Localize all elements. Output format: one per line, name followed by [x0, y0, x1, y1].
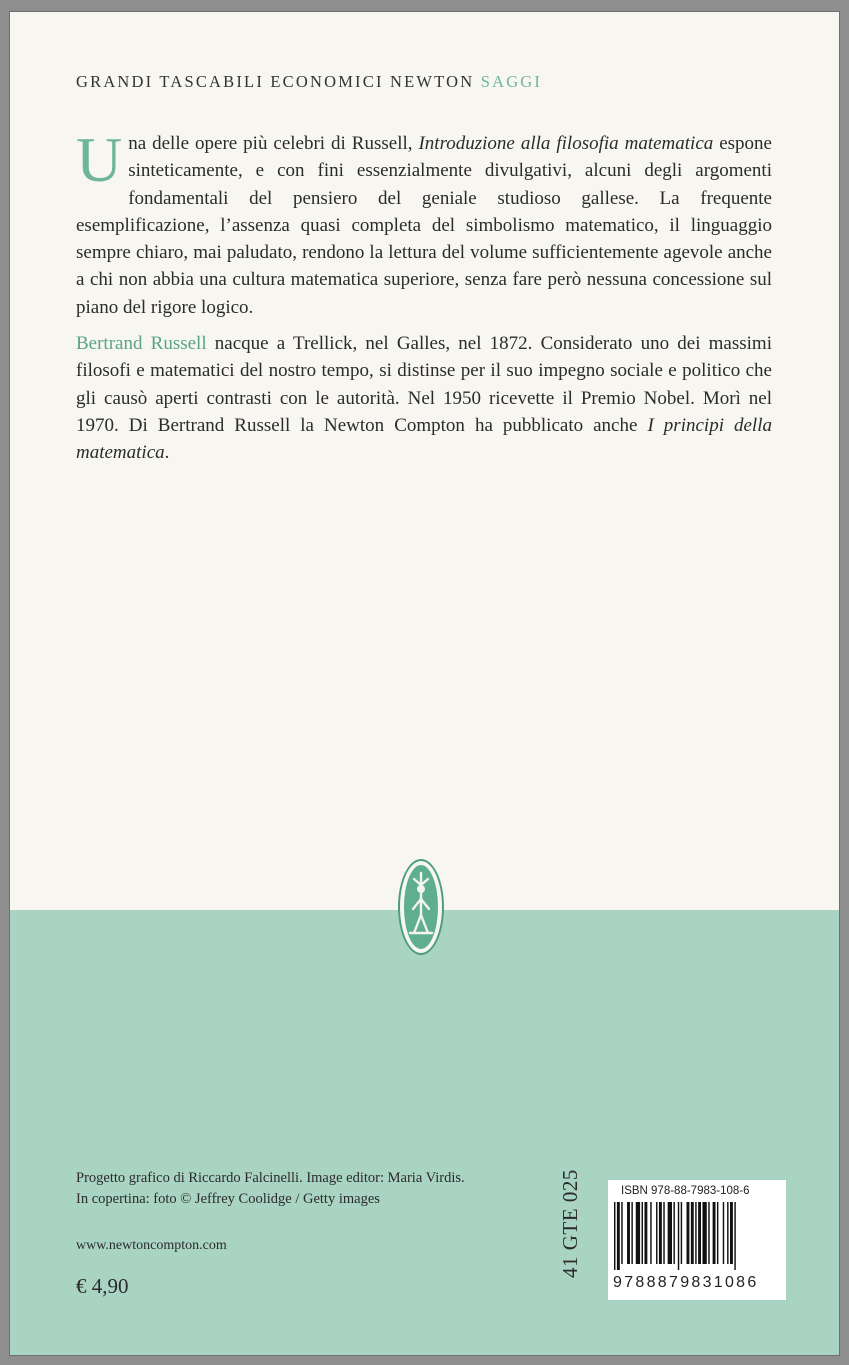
- barcode-bar: [617, 1202, 620, 1270]
- figure-icon: [404, 871, 438, 943]
- blurb-text-1: na delle opere più celebri di Russell,: [128, 133, 419, 154]
- barcode-bar: [723, 1202, 724, 1264]
- barcode-bar: [668, 1202, 672, 1264]
- drop-cap: U: [76, 124, 123, 195]
- barcode-bar: [717, 1202, 718, 1264]
- barcode-bar: [678, 1202, 679, 1270]
- barcode-bar: [708, 1202, 709, 1264]
- blurb-text-2: espone sinteticamente, e con fini essenzialmente divulgativi, alcuni degli argomenti fondamentali del pensiero del geniale studioso gallese. La frequente esemplificazione, l’assenza quasi completa del simbolismo matematico, il linguaggio sempre chiaro, mai paludato, rendono la lettura del volume sufficientemente agevole anche a chi non abbia una cultura matematica superiore, senza fare però nessuna concessione sul piano del rigore logico.: [76, 133, 772, 318]
- barcode-bar: [663, 1202, 664, 1264]
- barcode-digits: 9788879831086: [613, 1274, 759, 1291]
- barcode-bar: [681, 1202, 682, 1264]
- barcode-bar: [631, 1202, 632, 1264]
- barcode-bar: [627, 1202, 630, 1264]
- barcode-bar: [698, 1202, 701, 1264]
- credits-cover-photo: In copertina: foto © Jeffrey Coolidge / Getty images: [76, 1191, 380, 1207]
- series-sub: SAGGI: [480, 72, 543, 91]
- barcode-bar: [659, 1202, 662, 1264]
- series-code: 41 GTE 025: [558, 1169, 582, 1278]
- publisher-website[interactable]: www.newtoncompton.com: [76, 1238, 227, 1253]
- price: € 4,90: [76, 1274, 129, 1298]
- publisher-logo-icon: [398, 859, 444, 955]
- barcode-bar: [656, 1202, 657, 1264]
- author-name: Bertrand Russell: [76, 333, 207, 354]
- barcode-bar: [727, 1202, 728, 1264]
- series-title: [76, 72, 542, 92]
- blurb-paragraph: [76, 124, 772, 321]
- credits-design: Progetto grafico di Riccardo Falcinelli. Image editor: Maria Virdis.: [76, 1170, 465, 1186]
- credits: [76, 1168, 556, 1210]
- barcode-bar: [687, 1202, 690, 1264]
- barcode-bar: [636, 1202, 640, 1264]
- barcode-bar: [702, 1202, 706, 1264]
- barcode-bar: [650, 1202, 651, 1264]
- barcode-bar: [691, 1202, 694, 1264]
- back-cover: [10, 12, 839, 1355]
- barcode-bar: [614, 1202, 615, 1270]
- blurb-title: Introduzione alla filosofia matematica: [418, 133, 714, 154]
- barcode-bar: [644, 1202, 647, 1264]
- bio-end: .: [164, 442, 170, 464]
- barcode: [610, 1202, 784, 1272]
- barcode-bar: [621, 1202, 622, 1264]
- isbn-label: ISBN 978-88-7983-108-6: [621, 1185, 750, 1197]
- bio-text: nacque a Trellick, nel Galles, nel 1872. Considerato uno dei massimi filosofi e matematici del nostro tempo, si distinse per il suo impegno sociale e politico che gli causò aperti contrasti con le autorità. Nel 1950 ricevette il Premio Nobel. Morì nel 1970. Di Bertrand Russell la Newton Compton ha pubblicato anche: [76, 333, 772, 436]
- barcode-bar: [642, 1202, 643, 1264]
- other-title: I principi della matematica: [76, 414, 772, 464]
- barcode-bar: [695, 1202, 696, 1264]
- barcode-bar: [730, 1202, 733, 1264]
- author-bio: [76, 330, 772, 466]
- barcode-bar: [734, 1202, 735, 1270]
- barcode-bar: [713, 1202, 716, 1264]
- barcode-bar: [673, 1202, 674, 1264]
- series-main: GRANDI TASCABILI ECONOMICI NEWTON: [76, 72, 475, 91]
